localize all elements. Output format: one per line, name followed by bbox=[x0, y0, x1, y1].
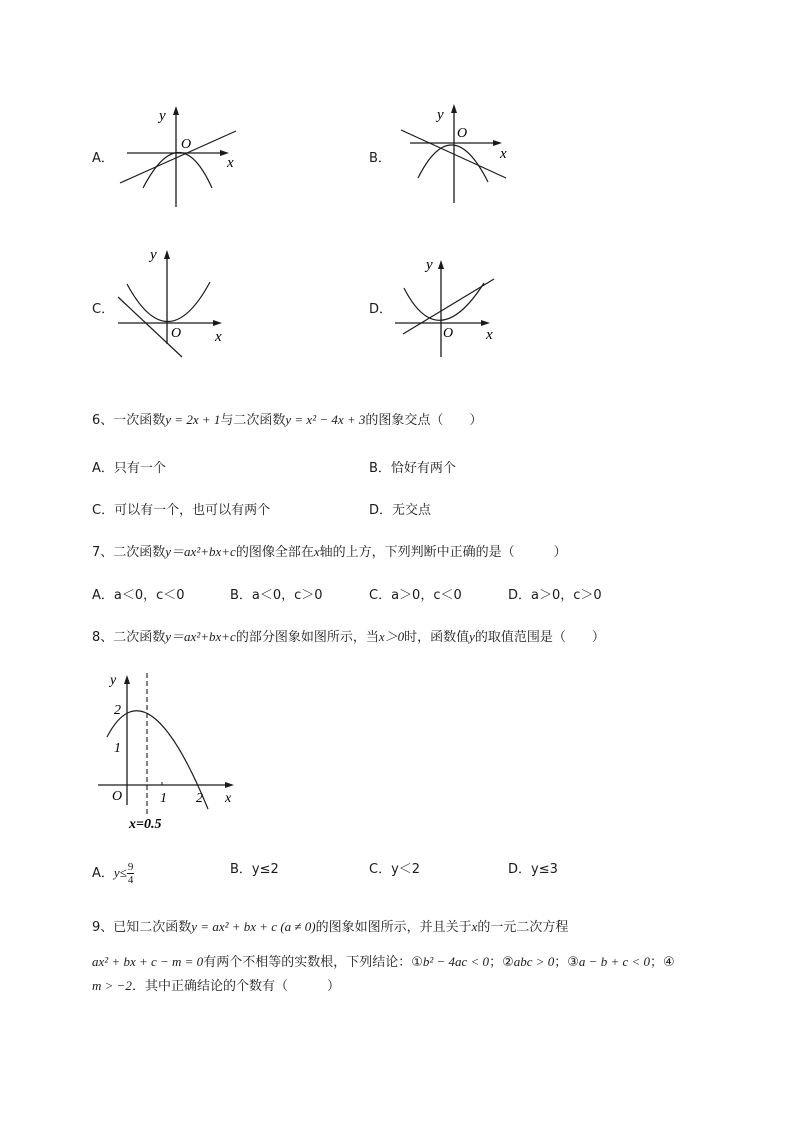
graph-d-parabola bbox=[404, 283, 484, 320]
graph-b-origin: O bbox=[457, 126, 468, 141]
q9-var-x: x bbox=[471, 919, 478, 934]
q8-option-a bbox=[92, 861, 134, 886]
option-b-label: B． bbox=[369, 151, 391, 166]
q6-mid: 与二次函数 bbox=[220, 413, 286, 428]
q8-option-d: D．y≤3 bbox=[508, 862, 558, 877]
q9-conclusion-1: b² − 4ac < 0 bbox=[422, 954, 490, 969]
graph-a-origin: O bbox=[181, 137, 192, 152]
option-a-label: A． bbox=[92, 151, 114, 166]
q8-cond: x＞0 bbox=[378, 629, 405, 644]
q6-option-c: C．可以有一个，也可以有两个 bbox=[92, 503, 271, 518]
q8-axis-label: x=0.5 bbox=[129, 817, 162, 832]
q6-option-d: D．无交点 bbox=[369, 503, 432, 518]
q9-conclusion-4: m > −2 bbox=[92, 978, 132, 993]
q7-mid: 的图像全部在 bbox=[235, 545, 314, 560]
graph-c-parabola bbox=[127, 282, 210, 322]
graph-d-y-label: y bbox=[426, 257, 433, 273]
q7-suffix: 轴的上方，下列判断中正确的是（ ） bbox=[319, 545, 567, 560]
q6-option-a: A．只有一个 bbox=[92, 461, 166, 476]
q6-option-b: B．恰好有两个 bbox=[369, 461, 456, 476]
graph-c-y-arrow bbox=[164, 250, 170, 259]
q9-sep-1: ；② bbox=[489, 955, 514, 970]
graph-d-x-label: x bbox=[486, 327, 493, 343]
graph-a-y-label: y bbox=[159, 108, 166, 124]
graph-c-x-arrow bbox=[213, 320, 222, 326]
q8-tick-label-y2: 2 bbox=[114, 703, 121, 718]
q8-x-label: x bbox=[225, 791, 232, 806]
q9-prefix: 9、已知二次函数 bbox=[92, 920, 192, 935]
q6-suffix: 的图象交点（ ） bbox=[365, 413, 483, 428]
q7-func: y＝ax²+bx+c bbox=[165, 544, 236, 559]
q6-quad: y = x² − 4x + 3 bbox=[285, 412, 366, 427]
q8-opt-a-y: y bbox=[113, 865, 120, 880]
q8-prefix: 8、二次函数 bbox=[92, 630, 166, 645]
question-9 bbox=[92, 918, 568, 937]
q9-line-3 bbox=[92, 977, 340, 996]
q8-y-arrow bbox=[124, 675, 130, 684]
q8-opt-a-le: ≤ bbox=[119, 865, 127, 880]
q9-line3-suffix: ．其中正确结论的个数有（ ） bbox=[131, 979, 340, 994]
q8-option-c: C．y＜2 bbox=[369, 862, 421, 877]
q7-option-c: C．a＞0，c＜0 bbox=[369, 588, 462, 603]
graph-b-y-arrow bbox=[451, 104, 457, 113]
q9-line2-mid: 有两个不相等的实数根，下列结论：① bbox=[203, 955, 423, 970]
q8-opt-a-fraction bbox=[127, 861, 135, 886]
q8-func: y＝ax²+bx+c bbox=[165, 629, 236, 644]
q8-tick-label-x1: 1 bbox=[160, 791, 167, 806]
q6-linear: y = 2x + 1 bbox=[165, 412, 221, 427]
q8-option-b: B．y≤2 bbox=[230, 862, 279, 877]
q8-mid2: 时，函数值 bbox=[404, 630, 470, 645]
graph-c-origin: O bbox=[171, 326, 182, 341]
graph-d-x-arrow bbox=[481, 320, 490, 326]
q8-x-arrow bbox=[225, 782, 234, 788]
graph-c-x-label: x bbox=[215, 329, 222, 345]
q9-sep-3: ；④ bbox=[650, 955, 675, 970]
option-d-label: D． bbox=[369, 302, 393, 317]
question-8 bbox=[92, 628, 605, 647]
q9-sep-2: ；③ bbox=[554, 955, 579, 970]
q9-equation: ax² + bx + c − m = 0 bbox=[92, 954, 204, 969]
q9-conclusion-2: abc > 0 bbox=[513, 954, 555, 969]
q8-parabola bbox=[107, 711, 208, 809]
q9-suffix: 的一元二次方程 bbox=[477, 920, 569, 935]
q9-line-2 bbox=[92, 953, 675, 972]
q9-func: y = ax² + bx + c (a ≠ 0) bbox=[191, 919, 316, 934]
q7-option-d: D．a＞0，c＞0 bbox=[508, 588, 602, 603]
q8-mid: 的部分图象如图所示，当 bbox=[235, 630, 379, 645]
q6-prefix: 6、一次函数 bbox=[92, 413, 166, 428]
option-c-label: C． bbox=[92, 302, 115, 317]
q9-conclusion-3: a − b + c < 0 bbox=[578, 954, 651, 969]
fraction-denominator: 4 bbox=[127, 874, 134, 886]
graph-b-parabola bbox=[418, 145, 488, 182]
graph-b-x-label: x bbox=[500, 146, 507, 162]
q7-option-a: A．a＜0，c＜0 bbox=[92, 588, 185, 603]
q7-option-b: B．a＜0，c＞0 bbox=[230, 588, 323, 603]
graph-b-y-label: y bbox=[437, 107, 444, 123]
question-7 bbox=[92, 543, 567, 562]
graph-d-origin: O bbox=[443, 326, 454, 341]
q8-tick-label-y1: 1 bbox=[114, 741, 121, 756]
q8-y-label: y bbox=[110, 673, 117, 688]
q9-mid: 的图象如图所示，并且关于 bbox=[315, 920, 472, 935]
graph-c-y-label: y bbox=[150, 247, 157, 263]
q8-var-y: y bbox=[469, 629, 475, 644]
fraction-numerator: 9 bbox=[127, 861, 134, 873]
question-6 bbox=[92, 411, 482, 430]
graph-a-line bbox=[120, 131, 236, 183]
q7-var-x: x bbox=[313, 544, 320, 559]
q8-suffix: 的取值范围是（ ） bbox=[474, 630, 605, 645]
q8-tick-label-x2: 2 bbox=[196, 791, 203, 806]
q8-origin: O bbox=[112, 789, 123, 804]
q7-prefix: 7、二次函数 bbox=[92, 545, 166, 560]
q8-opt-a-prefix: A． bbox=[92, 866, 114, 881]
graph-a-x-label: x bbox=[227, 155, 234, 171]
graph-a-y-arrow bbox=[173, 106, 179, 115]
graph-d-y-arrow bbox=[438, 260, 444, 269]
